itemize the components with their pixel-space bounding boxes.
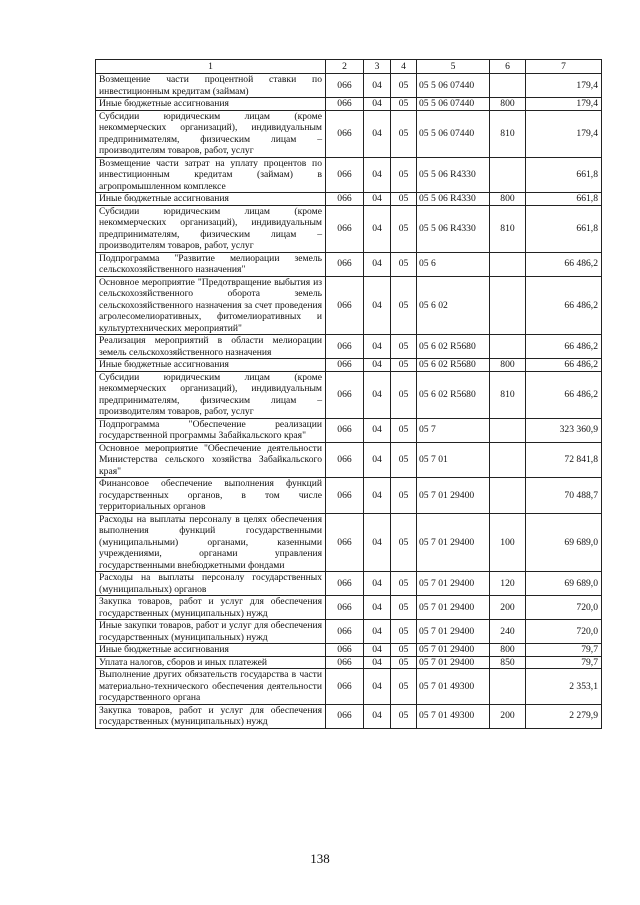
ministry-code-cell: 066 (326, 656, 364, 669)
expense-type-cell (490, 252, 526, 276)
ministry-code-cell: 066 (326, 205, 364, 252)
ministry-code-cell: 066 (326, 359, 364, 372)
target-article-cell: 05 6 02 R5680 (417, 371, 490, 418)
row-name-cell: Подпрограмма "Развитие мелиорации земель сельскохозяйственного назначения" (96, 252, 326, 276)
row-name-cell: Подпрограмма "Обеспечение реализации государственной программы Забайкальского края" (96, 418, 326, 442)
row-name-cell: Иные закупки товаров, работ и услуг для обеспечения государственных (муниципальных) нужд (96, 620, 326, 644)
section-code-cell: 04 (364, 644, 391, 657)
table-row (96, 359, 602, 372)
amount-cell: 179,4 (526, 98, 602, 111)
section-code-cell: 04 (364, 193, 391, 206)
amount-cell: 66 486,2 (526, 359, 602, 372)
section-code-cell: 04 (364, 276, 391, 335)
table-row (96, 656, 602, 669)
table-row (96, 74, 602, 98)
section-code-cell: 04 (364, 478, 391, 514)
table-row (96, 442, 602, 478)
page-number: 138 (310, 851, 330, 866)
column-header: 5 (417, 60, 490, 74)
row-name-cell: Субсидии юридическим лицам (кроме некоммерческих организаций), индивидуальным предпринимателям, физическим лицам – производителям товаров, работ, услуг (96, 205, 326, 252)
table-row (96, 110, 602, 157)
target-article-cell: 05 7 01 29400 (417, 656, 490, 669)
ministry-code-cell: 066 (326, 478, 364, 514)
section-code-cell: 04 (364, 371, 391, 418)
ministry-code-cell: 066 (326, 276, 364, 335)
subsection-code-cell: 05 (391, 157, 417, 193)
column-header: 6 (490, 60, 526, 74)
section-code-cell: 04 (364, 572, 391, 596)
column-header: 7 (526, 60, 602, 74)
amount-cell: 72 841,8 (526, 442, 602, 478)
expense-type-cell (490, 157, 526, 193)
target-article-cell: 05 5 06 07440 (417, 110, 490, 157)
ministry-code-cell: 066 (326, 418, 364, 442)
expense-type-cell (490, 335, 526, 359)
amount-cell: 720,0 (526, 620, 602, 644)
column-header: 3 (364, 60, 391, 74)
expense-type-cell (490, 276, 526, 335)
section-code-cell: 04 (364, 513, 391, 572)
target-article-cell: 05 7 01 29400 (417, 513, 490, 572)
table-row (96, 704, 602, 728)
amount-cell: 2 353,1 (526, 669, 602, 705)
ministry-code-cell: 066 (326, 596, 364, 620)
section-code-cell: 04 (364, 596, 391, 620)
expense-type-cell: 850 (490, 656, 526, 669)
row-name-cell: Основное мероприятие "Обеспечение деятельности Министерства сельского хозяйства Забайкальского края" (96, 442, 326, 478)
row-name-cell: Расходы на выплаты персоналу в целях обеспечения выполнения функций государственными (муниципальными) органами, казенными учреждениями, органами управления государственными внебюджетными фондами (96, 513, 326, 572)
target-article-cell: 05 7 01 29400 (417, 572, 490, 596)
ministry-code-cell: 066 (326, 193, 364, 206)
expense-type-cell: 240 (490, 620, 526, 644)
section-code-cell: 04 (364, 359, 391, 372)
subsection-code-cell: 05 (391, 620, 417, 644)
section-code-cell: 04 (364, 110, 391, 157)
subsection-code-cell: 05 (391, 442, 417, 478)
target-article-cell: 05 5 06 R4330 (417, 193, 490, 206)
row-name-cell: Реализация мероприятий в области мелиорации земель сельскохозяйственного назначения (96, 335, 326, 359)
subsection-code-cell: 05 (391, 478, 417, 514)
table-row (96, 513, 602, 572)
ministry-code-cell: 066 (326, 252, 364, 276)
table-row (96, 596, 602, 620)
subsection-code-cell: 05 (391, 98, 417, 111)
section-code-cell: 04 (364, 98, 391, 111)
budget-table (95, 59, 602, 729)
target-article-cell: 05 7 01 (417, 442, 490, 478)
ministry-code-cell: 066 (326, 335, 364, 359)
row-name-cell: Иные бюджетные ассигнования (96, 193, 326, 206)
expense-type-cell (490, 442, 526, 478)
table-row (96, 371, 602, 418)
ministry-code-cell: 066 (326, 572, 364, 596)
subsection-code-cell: 05 (391, 418, 417, 442)
subsection-code-cell: 05 (391, 193, 417, 206)
expense-type-cell: 120 (490, 572, 526, 596)
amount-cell: 720,0 (526, 596, 602, 620)
expense-type-cell: 200 (490, 596, 526, 620)
table-row (96, 193, 602, 206)
table-row (96, 276, 602, 335)
table-row (96, 252, 602, 276)
subsection-code-cell: 05 (391, 669, 417, 705)
ministry-code-cell: 066 (326, 442, 364, 478)
row-name-cell: Закупка товаров, работ и услуг для обеспечения государственных (муниципальных) нужд (96, 704, 326, 728)
target-article-cell: 05 5 06 R4330 (417, 157, 490, 193)
amount-cell: 66 486,2 (526, 371, 602, 418)
ministry-code-cell: 066 (326, 704, 364, 728)
expense-type-cell (490, 478, 526, 514)
expense-type-cell: 800 (490, 98, 526, 111)
subsection-code-cell: 05 (391, 110, 417, 157)
target-article-cell: 05 5 06 07440 (417, 74, 490, 98)
ministry-code-cell: 066 (326, 157, 364, 193)
table-row (96, 644, 602, 657)
section-code-cell: 04 (364, 335, 391, 359)
ministry-code-cell: 066 (326, 669, 364, 705)
row-name-cell: Закупка товаров, работ и услуг для обеспечения государственных (муниципальных) нужд (96, 596, 326, 620)
ministry-code-cell: 066 (326, 513, 364, 572)
table-row (96, 478, 602, 514)
column-header: 2 (326, 60, 364, 74)
subsection-code-cell: 05 (391, 596, 417, 620)
row-name-cell: Уплата налогов, сборов и иных платежей (96, 656, 326, 669)
target-article-cell: 05 7 01 29400 (417, 478, 490, 514)
table-row (96, 572, 602, 596)
amount-cell: 661,8 (526, 205, 602, 252)
amount-cell: 661,8 (526, 193, 602, 206)
subsection-code-cell: 05 (391, 205, 417, 252)
row-name-cell: Возмещение части процентной ставки по инвестиционным кредитам (займам) (96, 74, 326, 98)
row-name-cell: Основное мероприятие "Предотвращение выбытия из сельскохозяйственного оборота земель сельскохозяйственного назначения за счет проведения агролесомелиоративных, фитомелиоративных и культуртехнических мероприятий" (96, 276, 326, 335)
table-row (96, 205, 602, 252)
column-header: 4 (391, 60, 417, 74)
target-article-cell: 05 7 (417, 418, 490, 442)
amount-cell: 69 689,0 (526, 513, 602, 572)
expense-type-cell (490, 669, 526, 705)
section-code-cell: 04 (364, 252, 391, 276)
section-code-cell: 04 (364, 442, 391, 478)
subsection-code-cell: 05 (391, 572, 417, 596)
row-name-cell: Возмещение части затрат на уплату процентов по инвестиционным кредитам (займам) в агропромышленном комплексе (96, 157, 326, 193)
amount-cell: 70 488,7 (526, 478, 602, 514)
target-article-cell: 05 7 01 29400 (417, 644, 490, 657)
target-article-cell: 05 7 01 49300 (417, 669, 490, 705)
row-name-cell: Расходы на выплаты персоналу государственных (муниципальных) органов (96, 572, 326, 596)
target-article-cell: 05 7 01 29400 (417, 596, 490, 620)
expense-type-cell: 800 (490, 193, 526, 206)
subsection-code-cell: 05 (391, 704, 417, 728)
section-code-cell: 04 (364, 157, 391, 193)
row-name-cell: Иные бюджетные ассигнования (96, 644, 326, 657)
target-article-cell: 05 6 02 R5680 (417, 335, 490, 359)
amount-cell: 66 486,2 (526, 335, 602, 359)
section-code-cell: 04 (364, 418, 391, 442)
section-code-cell: 04 (364, 669, 391, 705)
ministry-code-cell: 066 (326, 110, 364, 157)
amount-cell: 2 279,9 (526, 704, 602, 728)
subsection-code-cell: 05 (391, 335, 417, 359)
table-row (96, 620, 602, 644)
section-code-cell: 04 (364, 74, 391, 98)
row-name-cell: Финансовое обеспечение выполнения функций государственных органов, в том числе территориальных органов (96, 478, 326, 514)
row-name-cell: Иные бюджетные ассигнования (96, 359, 326, 372)
table-row (96, 669, 602, 705)
amount-cell: 323 360,9 (526, 418, 602, 442)
target-article-cell: 05 6 02 R5680 (417, 359, 490, 372)
subsection-code-cell: 05 (391, 74, 417, 98)
table-row (96, 98, 602, 111)
ministry-code-cell: 066 (326, 74, 364, 98)
section-code-cell: 04 (364, 656, 391, 669)
row-name-cell: Субсидии юридическим лицам (кроме некоммерческих организаций), индивидуальным предпринимателям, физическим лицам – производителям товаров, работ, услуг (96, 371, 326, 418)
expense-type-cell: 800 (490, 359, 526, 372)
ministry-code-cell: 066 (326, 98, 364, 111)
expense-type-cell: 200 (490, 704, 526, 728)
row-name-cell: Иные бюджетные ассигнования (96, 98, 326, 111)
expense-type-cell: 100 (490, 513, 526, 572)
section-code-cell: 04 (364, 620, 391, 644)
target-article-cell: 05 6 (417, 252, 490, 276)
expense-type-cell: 810 (490, 110, 526, 157)
ministry-code-cell: 066 (326, 620, 364, 644)
amount-cell: 179,4 (526, 110, 602, 157)
section-code-cell: 04 (364, 205, 391, 252)
expense-type-cell: 810 (490, 205, 526, 252)
amount-cell: 66 486,2 (526, 276, 602, 335)
expense-type-cell (490, 418, 526, 442)
subsection-code-cell: 05 (391, 359, 417, 372)
subsection-code-cell: 05 (391, 656, 417, 669)
amount-cell: 79,7 (526, 644, 602, 657)
target-article-cell: 05 7 01 49300 (417, 704, 490, 728)
subsection-code-cell: 05 (391, 644, 417, 657)
column-header: 1 (96, 60, 326, 74)
target-article-cell: 05 5 06 R4330 (417, 205, 490, 252)
amount-cell: 69 689,0 (526, 572, 602, 596)
expense-type-cell (490, 74, 526, 98)
target-article-cell: 05 5 06 07440 (417, 98, 490, 111)
amount-cell: 661,8 (526, 157, 602, 193)
target-article-cell: 05 7 01 29400 (417, 620, 490, 644)
section-code-cell: 04 (364, 704, 391, 728)
row-name-cell: Выполнение других обязательств государства в части материально-технического обеспечения деятельности государственного органа (96, 669, 326, 705)
expense-type-cell: 800 (490, 644, 526, 657)
subsection-code-cell: 05 (391, 513, 417, 572)
table-row (96, 418, 602, 442)
row-name-cell: Субсидии юридическим лицам (кроме некоммерческих организаций), индивидуальным предпринимателям, физическим лицам – производителям товаров, работ, услуг (96, 110, 326, 157)
table-header-row (96, 60, 602, 74)
ministry-code-cell: 066 (326, 371, 364, 418)
subsection-code-cell: 05 (391, 371, 417, 418)
amount-cell: 179,4 (526, 74, 602, 98)
subsection-code-cell: 05 (391, 276, 417, 335)
target-article-cell: 05 6 02 (417, 276, 490, 335)
amount-cell: 66 486,2 (526, 252, 602, 276)
table-row (96, 335, 602, 359)
subsection-code-cell: 05 (391, 252, 417, 276)
amount-cell: 79,7 (526, 656, 602, 669)
expense-type-cell: 810 (490, 371, 526, 418)
ministry-code-cell: 066 (326, 644, 364, 657)
table-row (96, 157, 602, 193)
